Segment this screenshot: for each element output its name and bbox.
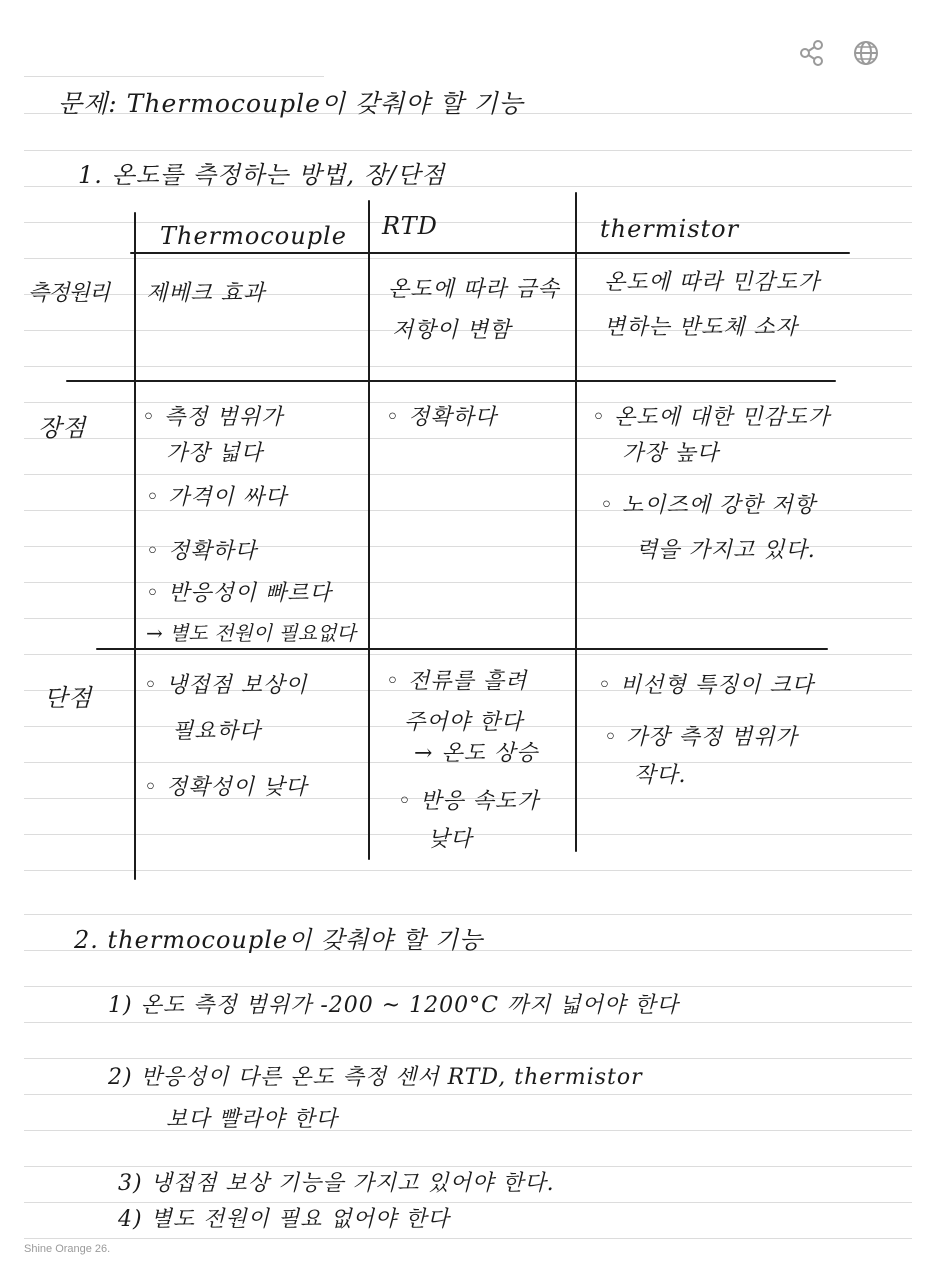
table-divider — [66, 380, 836, 382]
ruled-line — [24, 870, 912, 871]
ruled-line — [24, 986, 912, 987]
pros-thermocouple-item: ◦ 반응성이 빠르다 — [146, 581, 332, 606]
ruled-line — [24, 914, 912, 915]
ruled-line — [24, 1238, 912, 1239]
globe-button[interactable] — [851, 38, 881, 68]
cons-thermistor-item: 작다. — [634, 763, 687, 788]
section1-heading: 1. 온도를 측정하는 방법, 장/단점 — [78, 161, 446, 189]
row-label-cons: 단점 — [44, 684, 93, 712]
ruled-line — [24, 1058, 912, 1059]
pros-thermocouple-item: ◦ 가격이 싸다 — [146, 485, 288, 510]
note-title: 문제: Thermocouple이 갖춰야 할 기능 — [58, 89, 524, 118]
ruled-line — [24, 1022, 912, 1023]
cons-thermocouple-item: ◦ 정확성이 낮다 — [144, 775, 308, 800]
table-divider — [575, 192, 577, 852]
pros-thermistor-item: 력을 가지고 있다. — [636, 538, 816, 563]
column-header-rtd: RTD — [382, 212, 438, 240]
principle-rtd-line: 저항이 변함 — [392, 318, 512, 343]
ruled-line — [24, 222, 912, 223]
row-label-principle: 측정원리 — [28, 281, 110, 306]
column-header-thermistor: thermistor — [600, 215, 740, 243]
principle-thermistor-line: 변하는 반도체 소자 — [604, 315, 799, 340]
cons-thermocouple-item: ◦ 냉접점 보상이 — [144, 673, 308, 698]
row-label-pros: 장점 — [38, 414, 87, 442]
pros-rtd-item: ◦ 정확하다 — [386, 405, 497, 430]
pros-thermocouple-item: 가장 넓다 — [166, 441, 264, 466]
ruled-line — [24, 1130, 912, 1131]
pros-thermistor-item: ◦ 노이즈에 강한 저항 — [600, 493, 816, 518]
requirement-item: 4) 별도 전원이 필요 없어야 한다 — [118, 1207, 450, 1232]
ruled-line — [24, 366, 912, 367]
pros-thermistor-item: 가장 높다 — [622, 441, 720, 466]
ruled-line — [24, 258, 912, 259]
pros-thermocouple-item: ◦ 측정 범위가 — [142, 405, 284, 430]
table-divider — [134, 212, 136, 880]
cons-thermocouple-item: 필요하다 — [172, 719, 262, 744]
table-divider — [130, 252, 850, 254]
ruled-line — [24, 438, 912, 439]
ruled-line — [24, 150, 912, 151]
cons-rtd-item: ◦ 전류를 흘려 — [386, 669, 528, 694]
pros-thermocouple-item: ◦ 정확하다 — [146, 539, 257, 564]
section2-heading: 2. thermocouple이 갖춰야 할 기능 — [74, 926, 484, 954]
cons-rtd-item: 낮다 — [428, 827, 473, 852]
cons-thermistor-item: ◦ 비선형 특징이 크다 — [598, 673, 814, 698]
cons-rtd-item: 주어야 한다 — [404, 710, 524, 735]
pros-thermistor-item: ◦ 온도에 대한 민감도가 — [592, 405, 831, 430]
requirement-item: 보다 빨라야 한다 — [166, 1107, 338, 1132]
requirement-item: 3) 냉접점 보상 기능을 가지고 있어야 한다. — [118, 1171, 555, 1196]
globe-icon — [852, 39, 880, 67]
ruled-line — [24, 1094, 912, 1095]
requirement-item: 2) 반응성이 다른 온도 측정 센서 RTD, thermistor — [108, 1065, 643, 1090]
share-button[interactable] — [797, 38, 827, 68]
cons-rtd-item: → 온도 상승 — [414, 741, 539, 766]
ruled-line — [24, 474, 912, 475]
principle-thermocouple: 제베크 효과 — [146, 281, 266, 306]
column-header-thermocouple: Thermocouple — [160, 222, 347, 250]
principle-thermistor-line: 온도에 따라 민감도가 — [604, 270, 821, 295]
brand-footer: Shine Orange 26. — [24, 1243, 111, 1255]
requirement-item: 1) 온도 측정 범위가 -200 ~ 1200°C 까지 넓어야 한다 — [108, 993, 679, 1018]
table-divider — [96, 648, 828, 650]
ruled-line — [24, 76, 324, 77]
cons-rtd-item: ◦ 반응 속도가 — [398, 789, 540, 814]
ruled-line — [24, 654, 912, 655]
principle-rtd-line: 온도에 따라 금속 — [388, 277, 560, 302]
share-icon — [798, 39, 826, 67]
pros-thermocouple-item: → 별도 전원이 필요없다 — [146, 621, 356, 645]
table-divider — [368, 200, 370, 860]
cons-thermistor-item: ◦ 가장 측정 범위가 — [604, 725, 798, 750]
